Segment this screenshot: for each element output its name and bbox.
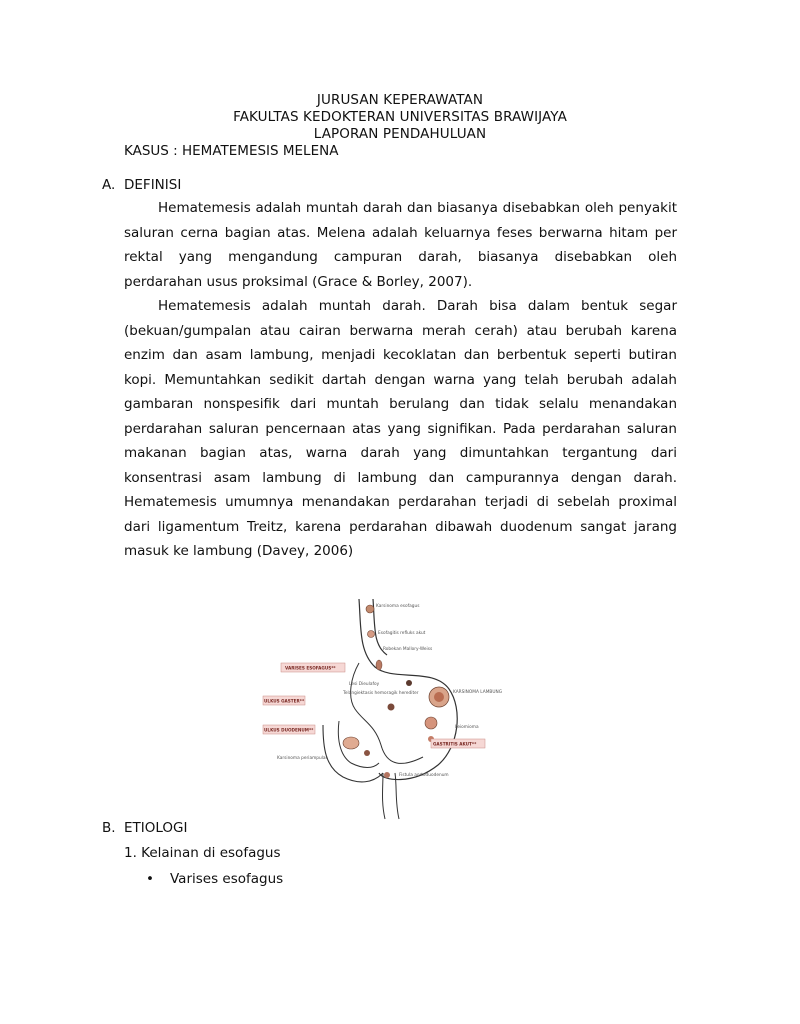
label-fistula: Fistula aortoduodenum: [399, 773, 449, 778]
section-a-title: DEFINISI: [124, 177, 182, 193]
label-leiomioma: Leiomioma: [455, 725, 479, 730]
list-subitem-1: [146, 871, 283, 887]
label-mallory-weiss: Robekan Mallory-Weiss: [383, 647, 433, 652]
label-karsinoma-lambung: KARSINOMA LAMBUNG: [453, 690, 503, 695]
header-report-title: LAPORAN PENDAHULUAN: [313, 126, 487, 142]
section-a-number: A.: [102, 177, 116, 193]
label-varises: VARISES ESOFAGUS**: [285, 665, 336, 671]
label-ulkus-gaster: ULKUS GASTER**: [264, 698, 305, 704]
paragraph-2-text: Hematemesis adalah muntah darah. Darah bisa dalam bentuk segar (bekuan/gumpalan atau cairan berwarna merah cerah) atau berubah karena enzim dan asam lambung, menjadi kecoklatan dan berbentuk seperti butiran kopi. Memuntahkan sedikit dartah dengan warna yang telah berubah adalah gambaran nonspesifik dari muntah berulang dan tidak selalu menandakan perdarahan saluran pencernaan atas yang signifikan. Pada perdarahan saluran makanan bagian atas, warna darah yang dimuntahkan tergantung dari konsentrasi asam lambung di lambung dan campurannya dengan darah. Hematemesis umumnya menandakan perdarahan terjadi di sebelah proximal dari ligamentum Treitz, karena perdarahan dibawah duodenum sangat jarang masuk ke lambung (Davey, 2006): [124, 298, 677, 559]
label-dieulafoy: Lesi Dieulafoy: [349, 682, 380, 687]
section-a-heading: [102, 177, 181, 193]
label-telangiektasis: Telangiektasis hemoragik herediter: [343, 691, 419, 696]
header-faculty: FAKULTAS KEDOKTERAN UNIVERSITAS BRAWIJAYA: [233, 109, 567, 125]
subitem-1-text: Varises esofagus: [170, 871, 284, 887]
header-department: JURUSAN KEPERAWATAN: [316, 92, 484, 108]
definition-paragraph-1: [124, 196, 677, 294]
stomach-bleeding-diagram: [263, 597, 503, 819]
label-karsinoma-esofagus: Karsinoma esofagus: [376, 604, 420, 609]
section-b-title: ETIOLOGI: [124, 820, 188, 836]
section-b-number: B.: [102, 820, 116, 836]
definition-paragraph-2: [124, 294, 677, 564]
bullet-icon: •: [146, 871, 154, 887]
label-gastritis: GASTRITIS AKUT**: [433, 741, 477, 747]
label-ulkus-duodenum: ULKUS DUODENUM**: [264, 727, 314, 733]
section-b-heading: [102, 820, 188, 836]
paragraph-1-text: Hematemesis adalah muntah darah dan biasanya disebabkan oleh penyakit saluran cerna bagian atas. Melena adalah keluarnya feses berwarna hitam per rektal yang mengandung campuran darah, biasanya disebabkan oleh perdarahan usus proksimal (Grace & Borley, 2007).: [124, 200, 677, 290]
list-item-1: 1. Kelainan di esofagus: [124, 845, 281, 861]
label-karsinoma-ampulla: Karsinoma periampular: [277, 756, 328, 761]
label-esofagitis: Esofagitis refluks akut: [378, 631, 426, 636]
case-title: KASUS : HEMATEMESIS MELENA: [124, 143, 339, 159]
